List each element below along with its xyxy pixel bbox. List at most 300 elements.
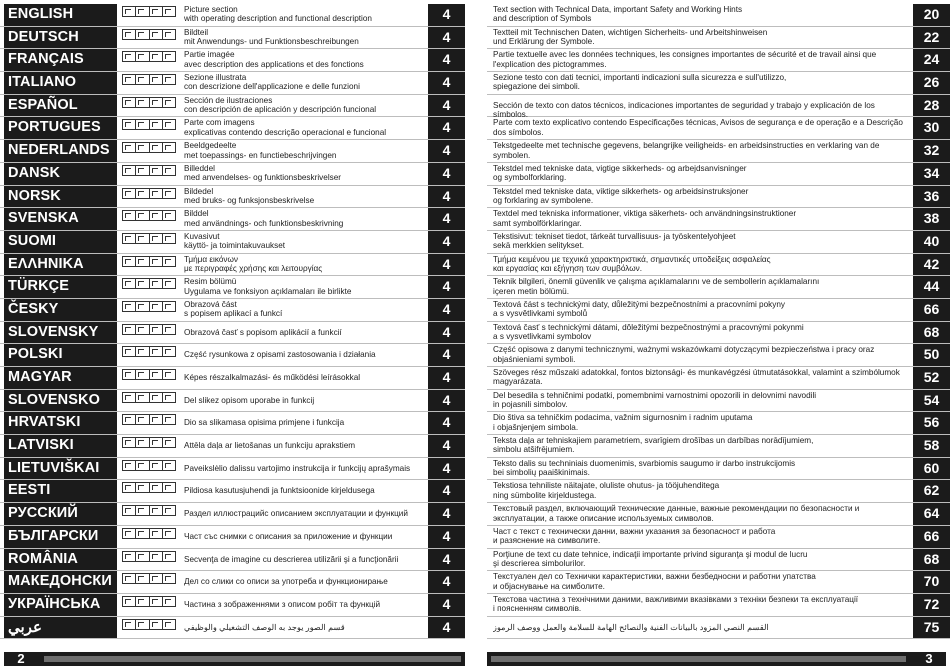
section-description: Bildteil mit Anwendungs- und Funktionsbeschreibungen [184,27,359,47]
symbol-strip-icon [122,188,176,199]
index-row [487,503,950,526]
language-label: ENGLISH [4,4,117,26]
symbol-cell-icon [150,279,163,288]
index-row [487,322,950,345]
left-footer [4,652,465,666]
symbol-cell-icon [163,279,175,288]
index-row [487,140,950,163]
symbol-strip-icon [122,165,176,176]
index-row [0,163,465,186]
footer-bar [44,656,461,662]
symbol-strip-icon [122,210,176,221]
symbol-cell-icon [123,166,136,175]
symbol-cell-icon [150,120,163,129]
index-row [487,412,950,435]
symbol-cell-icon [163,75,175,84]
symbol-strip-icon [122,528,176,539]
page-reference: 4 [428,163,465,185]
symbol-strip-icon [122,6,176,17]
section-description: Képes részalkalmazási- és működési leírásokkal [184,373,361,382]
section-description: Billeddel med anvendelses- og funktionsbeskrivelser [184,163,342,183]
symbol-cell-icon [163,415,175,424]
symbol-cell-icon [136,189,149,198]
symbol-cell-icon [163,98,175,107]
section-description: Teknik bilgileri, önemli güvenlik ve çalışma açıklamalarını ve de sembollerin açıklamalarını içeren metin bölümü. [493,277,820,296]
section-description: Раздел иллюстрацийс описанием эксплуатации и функций [184,509,408,519]
page-reference: 66 [913,299,950,321]
symbol-cell-icon [163,506,175,515]
symbol-cell-icon [163,552,175,561]
page-reference: 60 [913,458,950,480]
symbol-cell-icon [123,211,136,220]
page-reference: 50 [913,344,950,366]
page-reference: 4 [428,231,465,253]
page-reference: 68 [913,322,950,344]
symbol-cell-icon [150,257,163,266]
page-reference: 4 [428,503,465,525]
symbol-cell-icon [123,52,136,61]
symbol-cell-icon [136,166,149,175]
language-label: LATVISKI [4,435,117,457]
page-reference: 4 [428,49,465,71]
index-row [0,276,465,299]
symbol-cell-icon [163,30,175,39]
symbol-strip-icon [122,97,176,108]
section-description: Tekstisivut: tekniset tiedot, tärkeät turvallisuus- ja työskentelyohjeet sekä merkkien selitykset. [493,231,736,251]
index-row [0,367,465,390]
section-description: Tekstdel med tekniske data, vigtige sikkerheds- og arbejdsanvisninger og symbolforklaring. [493,163,747,183]
symbol-cell-icon [150,52,163,61]
symbol-cell-icon [123,302,136,311]
symbol-cell-icon [123,393,136,402]
page-reference: 4 [428,412,465,434]
page-reference: 4 [428,299,465,321]
index-row [487,276,950,299]
page-reference: 4 [428,549,465,571]
section-description: Textová časť s technickými dátami, dôležitými bezpečnostnými a pracovnými pokynmi a s vysvetlivkami symbolov [493,322,804,342]
symbol-cell-icon [136,30,149,39]
language-label: МАКЕДОНСКИ [4,571,117,593]
language-label: MAGYAR [4,367,117,389]
index-row [487,344,950,367]
symbol-cell-icon [123,574,136,583]
page-reference: 56 [913,412,950,434]
page-reference: 32 [913,140,950,162]
symbol-strip-icon [122,29,176,40]
symbol-cell-icon [136,143,149,152]
symbol-strip-icon [122,142,176,153]
index-row [0,254,465,277]
index-row [0,344,465,367]
symbol-cell-icon [163,461,175,470]
language-index [0,4,465,639]
index-row [0,27,465,50]
language-label: PORTUGUES [4,117,117,139]
symbol-cell-icon [150,302,163,311]
section-description: Dio sa slikamasa opisima primjene i funkcija [184,418,345,428]
symbol-cell-icon [163,166,175,175]
symbol-cell-icon [136,483,149,492]
language-label: POLSKI [4,344,117,366]
index-row [0,594,465,617]
page-reference: 4 [428,617,465,639]
section-description: Partie textuelle avec les données techniques, les consignes importantes de sécurité et de travail ainsi que l'explication des pictogrammes. [493,50,877,69]
index-row [0,186,465,209]
symbol-cell-icon [136,506,149,515]
index-row [0,571,465,594]
symbol-cell-icon [136,393,149,402]
section-description: Sezione testo con dati tecnici, importanti indicazioni sulla sicurezza e sull'utilizzo, spiegazione dei simboli. [493,73,787,92]
symbol-cell-icon [123,234,136,243]
language-label: ESPAÑOL [4,95,117,117]
symbol-cell-icon [123,98,136,107]
symbol-strip-icon [122,414,176,425]
page-reference: 4 [428,95,465,117]
section-description: Tekstiosa tehniliste näitajate, oluliste ohutus- ja tööjuhenditega ning sümbolite kirjeldustega. [493,481,720,500]
page-reference: 26 [913,72,950,94]
index-row [487,480,950,503]
page-reference: 38 [913,208,950,230]
symbol-cell-icon [150,574,163,583]
symbol-strip-icon [122,119,176,130]
index-row [0,458,465,481]
index-row [487,390,950,413]
page-reference: 24 [913,49,950,71]
right-footer [487,652,946,666]
index-row [0,4,465,27]
index-row [0,299,465,322]
index-row [487,231,950,254]
section-description: Beeldgedeelte met toepassings- en functiebeschrijvingen [184,141,337,160]
language-label: SLOVENSKY [4,322,117,344]
symbol-cell-icon [136,52,149,61]
section-description: Bildedel med bruks- og funksjonsbeskrivelse [184,186,315,205]
index-row [487,549,950,572]
section-description: Kuvasivut käyttö- ja toimintakuvaukset [184,231,286,251]
symbol-cell-icon [163,211,175,220]
index-row [0,231,465,254]
symbol-cell-icon [136,325,149,334]
page-reference: 4 [428,140,465,162]
section-description: Parte com imagens explicativas contendo descrição operacional e funcional [184,118,387,137]
section-description: Sección de texto con datos técnicos, indicaciones importantes de seguridad y trabajo y explicación de los símbolos. [493,100,875,120]
symbol-cell-icon [150,166,163,175]
index-row [487,594,950,617]
symbol-cell-icon [150,98,163,107]
symbol-strip-icon [122,233,176,244]
index-row [487,117,950,140]
symbol-cell-icon [150,393,163,402]
language-label: DEUTSCH [4,27,117,49]
index-row [0,526,465,549]
page-reference: 72 [913,594,950,616]
symbol-strip-icon [122,369,176,380]
page-reference: 62 [913,480,950,502]
index-row [0,435,465,458]
symbol-cell-icon [123,120,136,129]
symbol-strip-icon [122,619,176,630]
page-reference: 4 [428,276,465,298]
language-label: SVENSKA [4,208,117,230]
page-reference: 64 [913,503,950,525]
page-reference: 66 [913,526,950,548]
symbol-cell-icon [163,325,175,334]
symbol-cell-icon [150,438,163,447]
language-label: УКРАЇНСЬКА [4,594,117,616]
page-reference: 42 [913,254,950,276]
section-description: Текстовый раздел, включающий технические данные, важные рекомендации по безопасности и эксплуатации, а также описание используемых символов. [493,504,860,523]
index-row [487,526,950,549]
page-reference: 30 [913,117,950,139]
symbol-cell-icon [136,597,149,606]
index-row [487,72,950,95]
section-description: Текстова частина з технічними даними, важливими вказівками з техніки безпеки та експлуатації і поясненням символів. [493,594,859,614]
symbol-cell-icon [136,620,149,629]
section-description: Sezione illustrata con descrizione dell'applicazione e delle funzioni [184,73,360,92]
index-row [0,208,465,231]
language-label: LIETUVIŠKAI [4,458,117,480]
section-description: Textteil mit Technischen Daten, wichtigen Sicherheits- und Arbeitshinweisen und Erklärung der Symbole. [493,27,768,47]
symbol-strip-icon [122,324,176,335]
symbol-cell-icon [150,370,163,379]
page-reference: 4 [428,367,465,389]
symbol-strip-icon [122,482,176,493]
section-description: Sección de ilustraciones con descripción de aplicación y descripción funcional [184,95,377,115]
section-description: Τμήμα κειμένου με τεχνικά χαρακτηριστικά, σημαντικές υποδείξεις ασφαλείας και εργασίας και εξήγηση των συμβόλων. [493,254,771,273]
symbol-cell-icon [136,98,149,107]
section-description: Частина з зображеннями з описом робіт та функцій [184,599,381,609]
page-reference: 4 [428,117,465,139]
footer-bar [491,656,906,662]
symbol-cell-icon [163,438,175,447]
index-row [0,95,465,118]
index-row [0,322,465,345]
page-number: 2 [4,652,38,666]
page-reference: 20 [913,4,950,26]
index-row [0,503,465,526]
page-reference: 34 [913,163,950,185]
symbol-cell-icon [136,347,149,356]
symbol-cell-icon [136,75,149,84]
symbol-strip-icon [122,460,176,471]
section-description: Dio štiva sa tehničkim podacima, važnim sigurnosnim i radnim uputama i objašnjenjem simbola. [493,413,753,432]
page-reference: 4 [428,526,465,548]
symbol-cell-icon [123,370,136,379]
language-label: SUOMI [4,231,117,253]
symbol-cell-icon [163,483,175,492]
page-number: 3 [912,652,946,666]
symbol-cell-icon [123,7,136,16]
symbol-cell-icon [163,120,175,129]
language-label: FRANÇAIS [4,49,117,71]
symbol-strip-icon [122,551,176,562]
index-row [487,435,950,458]
language-label: ΕΛΛΗΝΙΚΑ [4,254,117,276]
section-description: Obrazová část s popisem aplikací a funkcí [184,299,283,319]
section-description: Paveikslėlio dalissu vartojimo instrukcija ir funkcijų aprašymais [184,463,411,473]
symbol-cell-icon [123,483,136,492]
symbol-cell-icon [136,529,149,538]
symbol-cell-icon [163,143,175,152]
symbol-cell-icon [150,234,163,243]
symbol-strip-icon [122,437,176,448]
symbol-cell-icon [123,347,136,356]
symbol-cell-icon [150,143,163,152]
symbol-cell-icon [150,529,163,538]
page-reference: 4 [428,435,465,457]
section-description: Porţiune de text cu date tehnice, indicaţii importante privind siguranţa şi modul de lucru şi descrierea simbolurilor. [493,549,808,568]
symbol-cell-icon [150,461,163,470]
section-description: Del slikez opisom uporabe in funkcij [184,395,315,405]
symbol-cell-icon [150,506,163,515]
index-row [487,27,950,50]
page-reference: 75 [913,617,950,639]
symbol-cell-icon [163,574,175,583]
symbol-strip-icon [122,392,176,403]
section-description: Secvenţa de imagine cu descrierea utilizării şi a funcţionării [184,554,399,564]
symbol-cell-icon [150,30,163,39]
index-row [487,571,950,594]
language-label: NORSK [4,186,117,208]
symbol-strip-icon [122,51,176,62]
index-row [0,412,465,435]
symbol-strip-icon [122,346,176,357]
index-row [0,617,465,640]
symbol-strip-icon [122,301,176,312]
index-row [487,49,950,72]
language-label: SLOVENSKO [4,390,117,412]
page-reference: 52 [913,367,950,389]
symbol-cell-icon [123,506,136,515]
symbol-cell-icon [123,529,136,538]
section-description: Resim bölümü Uygulama ve fonksiyon açıklamaları ile birlikte [184,277,352,296]
page-reference: 4 [428,208,465,230]
symbol-cell-icon [150,483,163,492]
symbol-cell-icon [136,438,149,447]
page-reference: 54 [913,390,950,412]
symbol-cell-icon [136,234,149,243]
symbol-cell-icon [163,529,175,538]
section-description: Del besedila s tehničnimi podatki, pomembnimi varnostnimi opozorili in delovnimi navodili in pojasnili simbolov. [493,390,817,410]
symbol-cell-icon [150,75,163,84]
symbol-cell-icon [163,347,175,356]
page-reference: 40 [913,231,950,253]
symbol-cell-icon [150,7,163,16]
symbol-strip-icon [122,74,176,85]
language-label: EESTI [4,480,117,502]
page-reference: 4 [428,186,465,208]
symbol-cell-icon [123,325,136,334]
symbol-cell-icon [163,234,175,243]
index-row [487,95,950,118]
index-row [0,117,465,140]
section-description: Attēla daļa ar lietošanas un funkciju aprakstiem [184,441,356,451]
text-section-index [487,4,950,639]
index-row [487,186,950,209]
symbol-cell-icon [163,257,175,266]
section-description: قسم الصور يوجد به الوصف التشغيلي والوظيفي [184,622,345,632]
page-reference: 4 [428,344,465,366]
symbol-cell-icon [163,597,175,606]
section-description: Дел со слики со описи за употреба и функционирање [184,577,388,587]
page-reference: 4 [428,480,465,502]
section-description: Част с текст с технически данни, важни указания за безопасност и работа и разяснение на символите. [493,526,776,546]
symbol-strip-icon [122,278,176,289]
section-description: Τμήμα εικόνων με περιγραφές χρήσης και λειτουργίας [184,254,323,273]
symbol-cell-icon [123,143,136,152]
symbol-cell-icon [123,620,136,629]
section-description: Textová část s technickými daty, důležitými bezpečnostními a pracovními pokyny a s vysvětlivkami symbolů [493,299,785,319]
section-description: Tekstgedeelte met technische gegevens, belangrijke veiligheids- en arbeidsinstructies en verklaring van de symbolen. [493,141,880,160]
left-page [0,0,465,670]
symbol-cell-icon [123,75,136,84]
language-label: NEDERLANDS [4,140,117,162]
symbol-strip-icon [122,256,176,267]
page-reference: 4 [428,322,465,344]
section-description: Bilddel med användnings- och funktionsbeskrivning [184,209,344,228]
symbol-cell-icon [150,597,163,606]
symbol-strip-icon [122,596,176,607]
symbol-cell-icon [123,461,136,470]
section-description: Tekstdel med tekniske data, viktige sikkerhets- og arbeidsinstruksjoner og forklaring av symbolene. [493,186,749,205]
page-reference: 58 [913,435,950,457]
symbol-cell-icon [123,552,136,561]
index-row [0,390,465,413]
symbol-cell-icon [136,461,149,470]
section-description: Część opisowa z danymi technicznymi, ważnymi wskazówkami dotyczącymi bezpieczeństwa i pracy oraz objaśnieniami symboli. [493,345,875,364]
symbol-cell-icon [136,302,149,311]
index-row [0,140,465,163]
page-reference: 36 [913,186,950,208]
index-row [0,549,465,572]
language-label: ITALIANO [4,72,117,94]
page-reference: 68 [913,549,950,571]
language-label: ČESKY [4,299,117,321]
language-label: РУССКИЙ [4,503,117,525]
symbol-cell-icon [163,189,175,198]
symbol-cell-icon [150,347,163,356]
index-row [487,458,950,481]
page-reference: 4 [428,571,465,593]
index-row [487,208,950,231]
symbol-cell-icon [136,279,149,288]
page-reference: 4 [428,390,465,412]
section-description: Obrazová časť s popisom aplikácií a funkcií [184,327,342,337]
language-label: БЪЛГАРСКИ [4,526,117,548]
symbol-cell-icon [136,257,149,266]
page-reference: 4 [428,254,465,276]
language-label: ROMÂNIA [4,549,117,571]
section-description: Teksta daļa ar tehniskajiem parametriem, svarīgiem drošības un darbības norādījumiem, simbolu atšifrējumiem. [493,436,814,455]
symbol-cell-icon [136,552,149,561]
symbol-cell-icon [163,7,175,16]
page-reference: 4 [428,72,465,94]
section-description: Picture section with operating description and functional description [184,5,372,24]
section-description: Текстуален дел со Технички карактеристики, важни безбедносни и работни упатства и објаснување на симболите. [493,572,816,591]
section-description: Textdel med tekniska informationer, viktiga säkerhets- och användningsinstruktioner samt symbolförklaringar. [493,209,797,228]
index-row [0,480,465,503]
symbol-cell-icon [150,189,163,198]
language-label: عربي [4,617,117,639]
language-label: DANSK [4,163,117,185]
symbol-cell-icon [163,302,175,311]
symbol-cell-icon [136,120,149,129]
symbol-cell-icon [123,438,136,447]
section-description: Pildiosa kasutusjuhendi ja funktsioonide kirjeldusega [184,486,375,496]
symbol-cell-icon [163,370,175,379]
index-row [0,49,465,72]
symbol-cell-icon [136,415,149,424]
